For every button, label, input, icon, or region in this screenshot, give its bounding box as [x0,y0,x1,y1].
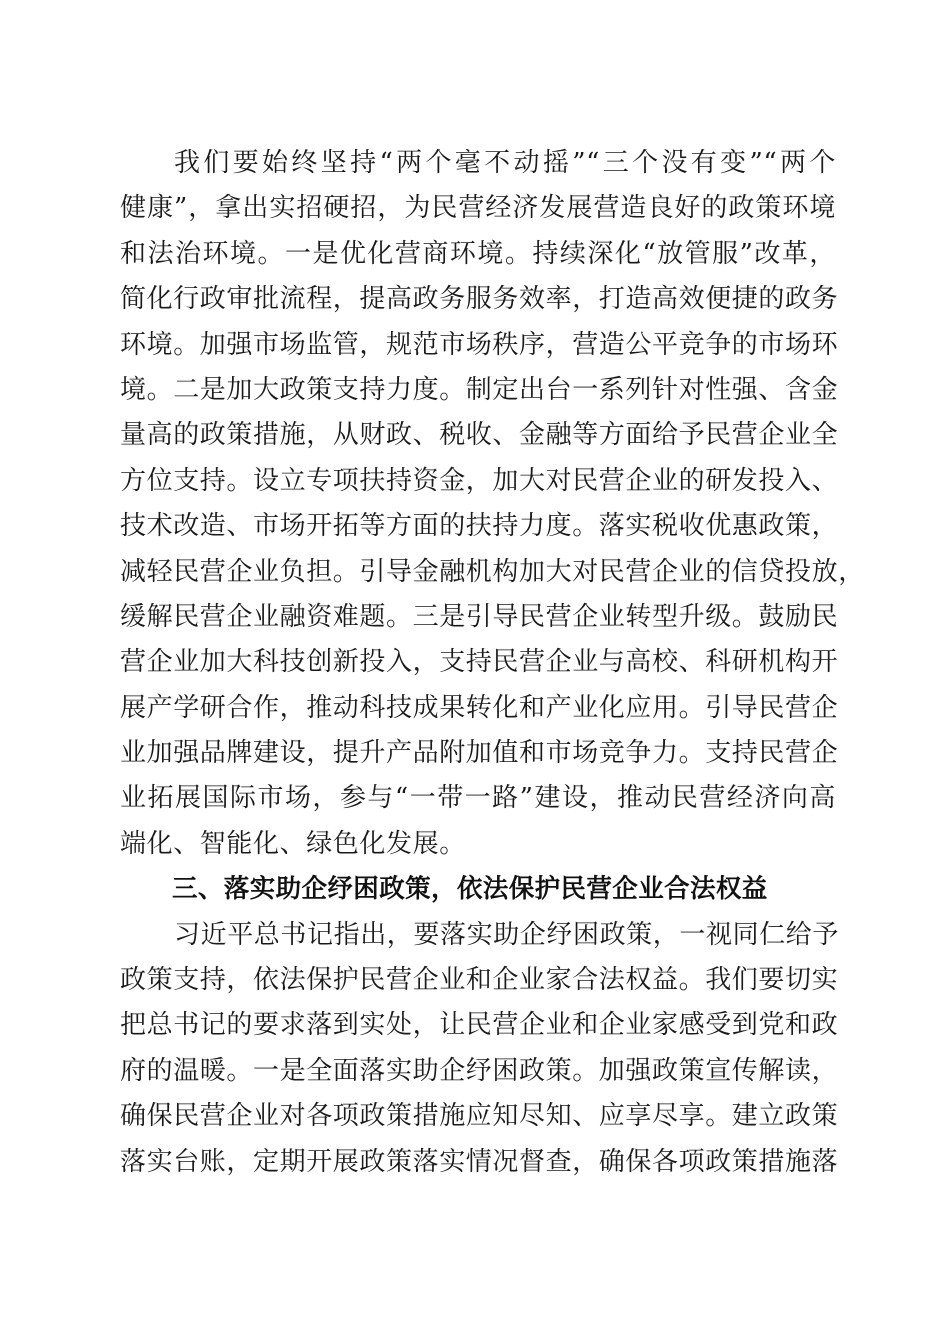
paragraph-line: 府的温暖。一是全面落实助企纾困政策。加强政策宣传解读， [120,1055,839,1086]
paragraph-line: 简化行政审批流程，提高政务服务效率，打造高效便捷的政务 [120,284,839,315]
paragraph-line: 技术改造、市场开拓等方面的扶持力度。落实税收优惠政策， [120,511,839,542]
paragraph-line: 减轻民营企业负担。引导金融机构加大对民营企业的信贷投放， [120,556,865,587]
paragraph-line: 确保民营企业对各项政策措施应知尽知、应享尽享。建立政策 [120,1101,839,1132]
paragraph-line: 环境。加强市场监管，规范市场秩序，营造公平竞争的市场环 [120,329,839,360]
paragraph-line: 我们要始终坚持“两个毫不动摇”“三个没有变”“两个 [174,148,836,178]
paragraph-line: 展产学研合作，推动科技成果转化和产业化应用。引导民营企 [120,692,839,723]
paragraph-line: 缓解民营企业融资难题。三是引导民营企业转型升级。鼓励民 [120,601,839,632]
paragraph-line: 和法治环境。一是优化营商环境。持续深化“放管服”改革， [120,238,836,269]
paragraph-line: 健康”，拿出实招硬招，为民营经济发展营造良好的政策环境 [120,193,836,224]
paragraph-line: 量高的政策措施，从财政、税收、金融等方面给予民营企业全 [120,420,839,451]
section-heading: 三、落实助企纾困政策，依法保护民营企业合法权益 [172,874,768,905]
paragraph-line: 习近平总书记指出，要落实助企纾困政策，一视同仁给予 [174,919,840,950]
paragraph-line: 业拓展国际市场，参与“一带一路”建设，推动民营经济向高 [120,783,836,814]
paragraph-line: 营企业加大科技创新投入，支持民营企业与高校、科研机构开 [120,647,839,678]
paragraph-line: 把总书记的要求落到实处，让民营企业和企业家感受到党和政 [120,1010,839,1041]
document-body [120,141,865,1185]
paragraph-line-last: 端化、智能化、绿色化发展。 [120,828,466,859]
paragraph-line: 业加强品牌建设，提升产品附加值和市场竞争力。支持民营企 [120,738,839,769]
paragraph-line: 落实台账，定期开展政策落实情况督查，确保各项政策措施落 [120,1146,839,1177]
paragraph-line: 境。二是加大政策支持力度。制定出台一系列针对性强、含金 [120,374,839,405]
paragraph-line: 方位支持。设立专项扶持资金，加大对民营企业的研发投入、 [120,465,839,496]
paragraph-line: 政策支持，依法保护民营企业和企业家合法权益。我们要切实 [120,965,839,996]
